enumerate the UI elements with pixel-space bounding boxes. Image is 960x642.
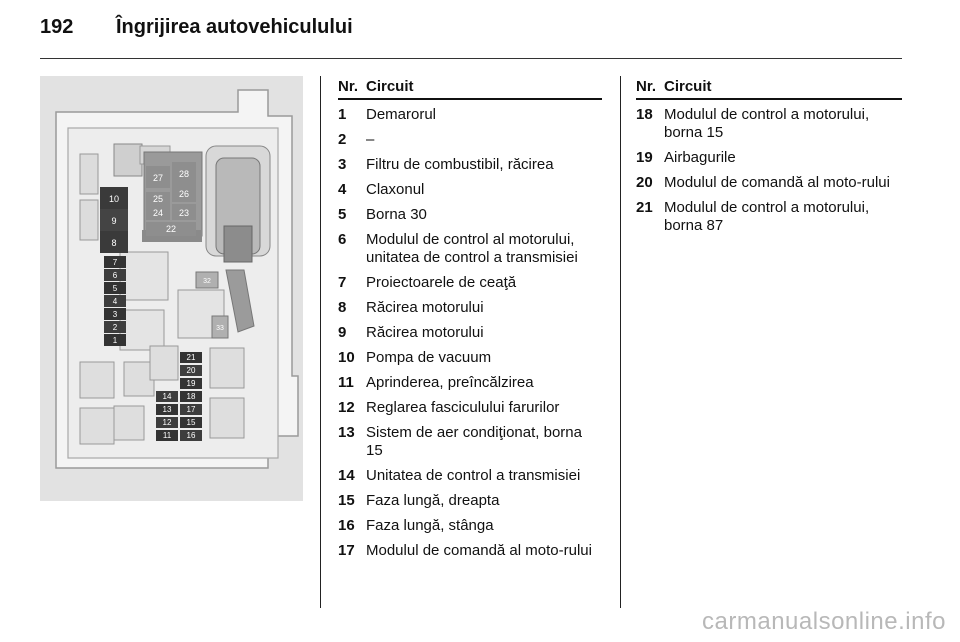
circuit-table-left [338,76,602,560]
header-divider [40,58,902,59]
fuse-label: 5 [112,284,118,293]
fuse-label: 2 [112,323,118,332]
fuse-label: 14 [162,392,172,401]
circuit-name: Borna 30 [366,206,427,223]
fuse-label: 7 [112,258,118,267]
watermark: carmanualsonline.info [702,608,946,635]
fuse-label: 17 [186,405,196,414]
fuse-label: 33 [216,325,224,332]
fuse-label: 28 [178,169,190,179]
table-row [338,492,602,510]
table-row [338,274,602,292]
circuit-name: – [366,131,375,148]
circuit-header: Circuit [664,78,712,95]
circuit-header: Circuit [366,78,414,95]
fuse-number: 12 [338,399,355,416]
circuit-name: Pompa de vacuum [366,349,492,366]
fuse-number: 7 [338,274,347,291]
table-header [636,76,902,100]
fuse-number: 13 [338,424,355,441]
table-row [338,349,602,367]
table-row [636,199,902,235]
fuse-number: 3 [338,156,347,173]
table-row [636,106,902,142]
circuit-name: Aprinderea, preîncălzirea [366,374,534,391]
nr-header: Nr. [636,78,657,95]
page-number: 192 [40,16,74,38]
circuit-name: Modulul de comandă al moto-rului [664,174,890,191]
circuit-name: Faza lungă, dreapta [366,492,500,509]
column-divider [320,76,321,608]
fuse-label: 20 [186,366,196,375]
fuse-label: 32 [203,278,211,285]
circuit-table-right [636,76,902,235]
table-row [338,467,602,485]
fuse-label: 19 [186,379,196,388]
table-row [338,374,602,392]
fuse-number: 14 [338,467,355,484]
fuse-label: 12 [162,418,172,427]
fuse-label: 1 [112,336,118,345]
fuse-label: 23 [178,208,190,218]
fuse-number: 10 [338,349,355,366]
circuit-name: Unitatea de control a transmisiei [366,467,581,484]
fuse-label: 8 [111,238,117,248]
fuse-box-illustration [40,76,303,501]
table-row [338,542,602,560]
table-row [338,424,602,460]
table-row [338,517,602,535]
fuse-number: 20 [636,174,653,191]
fuse-number: 18 [636,106,653,123]
fuse-number: 8 [338,299,347,316]
fuse-label: 11 [162,431,172,440]
circuit-name: Răcirea motorului [366,299,484,316]
fuse-label: 3 [112,310,118,319]
table-row [338,156,602,174]
fuse-number: 15 [338,492,355,509]
fuse-label: 4 [112,297,118,306]
table-row [636,149,902,167]
circuit-name: Modulul de comandă al moto-rului [366,542,592,559]
fuse-label: 15 [186,418,196,427]
fuse-number: 5 [338,206,347,223]
table-row [636,174,902,192]
nr-header: Nr. [338,78,359,95]
fuse-label: 10 [108,194,120,204]
circuit-name: Demarorul [366,106,437,123]
circuit-name: Filtru de combustibil, răcirea [366,156,554,173]
table-row [338,324,602,342]
fuse-number: 11 [338,374,354,391]
circuit-name: Modulul de control al motorului, unitatea de control a transmisiei [366,231,578,266]
table-row [338,231,602,267]
circuit-name: Proiectoarele de ceaţă [366,274,517,291]
fuse-label: 13 [162,405,172,414]
table-row [338,131,602,149]
circuit-name: Faza lungă, stânga [366,517,494,534]
circuit-name: Modulul de control a motorului, borna 87 [664,199,870,234]
circuit-name: Claxonul [366,181,425,198]
page-title: Îngrijirea autovehiculului [116,16,353,38]
fuse-label: 18 [186,392,196,401]
fuse-number: 1 [338,106,347,123]
table-row [338,299,602,317]
fuse-label: 27 [152,173,164,183]
table-row [338,399,602,417]
fuse-box-drawing [40,76,303,501]
fuse-label: 6 [112,271,118,280]
fuse-label: 22 [165,224,177,234]
column-divider [620,76,621,608]
circuit-name: Răcirea motorului [366,324,484,341]
fuse-number: 17 [338,542,355,559]
fuse-number: 2 [338,131,347,148]
circuit-name: Sistem de aer condiţionat, borna 15 [366,424,582,459]
fuse-number: 16 [338,517,355,534]
fuse-number: 6 [338,231,347,248]
table-row [338,206,602,224]
fuse-label: 16 [186,431,196,440]
table-header [338,76,602,100]
page-header [40,16,353,46]
circuit-name: Airbagurile [664,149,736,166]
fuse-label: 26 [178,189,190,199]
table-row [338,181,602,199]
fuse-label: 21 [186,353,196,362]
fuse-number: 4 [338,181,347,198]
circuit-name: Reglarea fasciculului farurilor [366,399,560,416]
fuse-label: 9 [111,216,117,226]
circuit-name: Modulul de control a motorului, borna 15 [664,106,870,141]
table-row [338,106,602,124]
fuse-number: 21 [636,199,653,216]
fuse-label: 25 [152,194,164,204]
fuse-number: 19 [636,149,653,166]
fuse-label: 24 [152,208,164,218]
fuse-number: 9 [338,324,347,341]
